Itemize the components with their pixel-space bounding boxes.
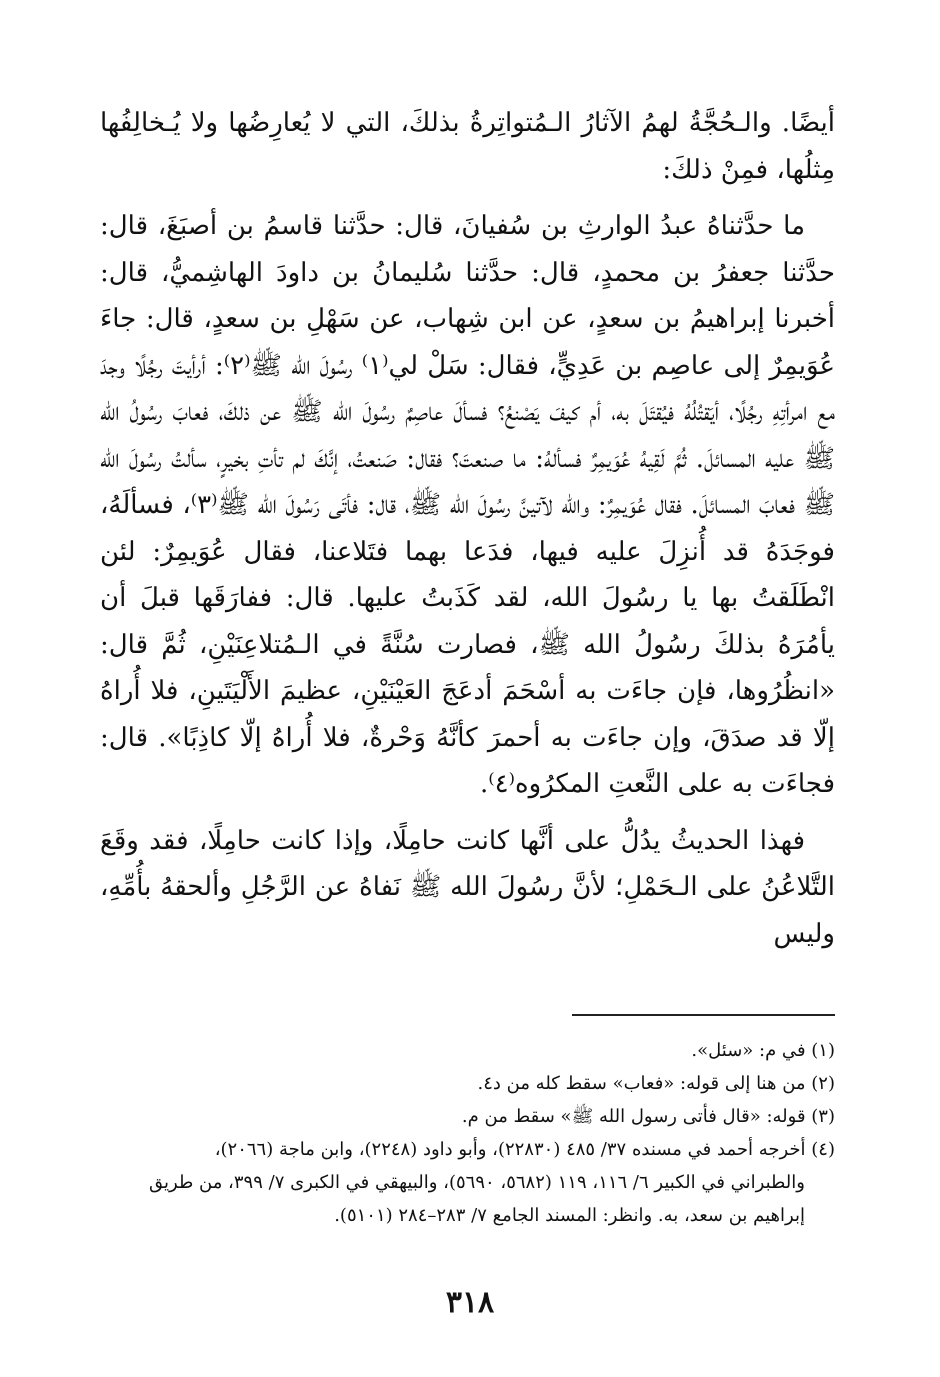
- footnote-1: (١) في م: «سئل».: [691, 1040, 835, 1061]
- footnote-4: (٤) أخرجه أحمد في مسنده ٣٧/ ٤٨٥ (٢٢٨٣٠)، وأبو داود (٢٢٤٨)، وابن ماجة (٢٠٦٦)،: [214, 1139, 835, 1160]
- footnote-4-continuation: والطبراني في الكبير ٦/ ١١٦، ١١٩ (٥٦٨٢، ٥٦٩٠)، والبيهقي في الكبرى ٧/ ٣٩٩، من طريق إبراهيم بن سعد، به. وانظر: المسند الجامع ٧/ ٢٨٣–٢٨٤ (٥١٠١).: [148, 1172, 805, 1226]
- footnote-3: (٣) قوله: «قال فأتى رسول الله ﷺ» سقط من م.: [461, 1106, 835, 1127]
- paragraph-hadith: ما حدَّثناهُ عبدُ الوارثِ بن سُفيانَ، قال: حدَّثنا قاسمُ بن أصبَغَ، قال: حدَّثنا جعفرُ بن محمدٍ، قال: حدَّثنا سُليمانُ بن داودَ الهاشِميُّ، قال: أخبرنا إبراهيمُ بن سعدٍ، عن ابن شِهاب، عن سَهْلِ بن سعدٍ، قال: جاءَ عُوَيمِرٌ إلى عاصِم بن عَدِيٍّ، فقال: سَلْ لي⁽١⁾ رسُولَ الله ﷺ⁽٢⁾: أرأيتَ رجُلًا وجدَ مع امرأتِهِ رجُلًا، أيَقتُلُهُ فيُقتَلَ به، أم كيفَ يَصْنعُ؟ فسألَ عاصِمٌ رسُولَ الله ﷺ عن ذلكَ، فعابَ رسُولُ الله ﷺ عليه المسائلَ. ثُمَّ لَقِيهُ عُوَيمِرٌ فسألهُ: ما صنعتَ؟ فقال: صَنعتُ، إنَّكَ لم تأتِ بخيرٍ، سألتُ رسُولَ الله ﷺ فعابَ المسائلَ. فقال عُوَيمِرٌ: والله لآتينَّ رسُولَ الله ﷺ، قال: فأتَى رَسُولَ الله ﷺ⁽٣⁾، فسألَهُ، فوجَدَهُ قد أُنزِلَ عليه فيها، فدَعا بهما فتَلاعنا، فقال عُوَيمِرٌ: لئن انْطَلَقتُ بها يا رسُولَ الله، لقد كَذَبتُ عليها. قال: ففارَقَها قبلَ أن يأمُرَهُ بذلكَ رسُولُ الله ﷺ، فصارت سُنَّةً في الـمُتلاعِنَيْنِ، ثُمَّ قال: «انظُرُوها، فإن جاءَت به أسْحَمَ أدعَجَ العَيْنَيْنِ، عظيمَ الأَلْيَتَينِ، فلا أُراهُ إلّا قد صدَقَ، وإن جاءَت به أحمرَ كأنَّهُ وَحْرةٌ، فلا أُراهُ إلّا كاذِبًا». قال: فجاءَت به على النَّعتِ المكرُوه⁽٤⁾.: [100, 211, 835, 799]
- footnote-2: (٢) من هنا إلى قوله: «فعاب» سقط كله من د٤.: [477, 1073, 835, 1094]
- main-text: [100, 100, 835, 957]
- footnote-separator: [572, 1014, 835, 1016]
- paragraph-intro: أيضًا. والـحُجَّةُ لهمُ الآثارُ الـمُتواتِرةُ بذلكَ، التي لا يُعارِضُها ولا يُـخالِفُها مِثلُها، فمِنْ ذلكَ:: [100, 108, 835, 185]
- page-number: ٣١٨: [445, 1285, 495, 1320]
- paragraph-commentary: فهذا الحديثُ يدُلُّ على أنَّها كانت حامِلًا، وإذا كانت حامِلًا، فقد وقَعَ التَّلاعُنُ على الـحَمْلِ؛ لأنَّ رسُولَ الله ﷺ نَفاهُ عن الرَّجُلِ وألحقهُ بأُمِّهِ، وليس: [100, 825, 835, 949]
- footnotes: [100, 1034, 835, 1232]
